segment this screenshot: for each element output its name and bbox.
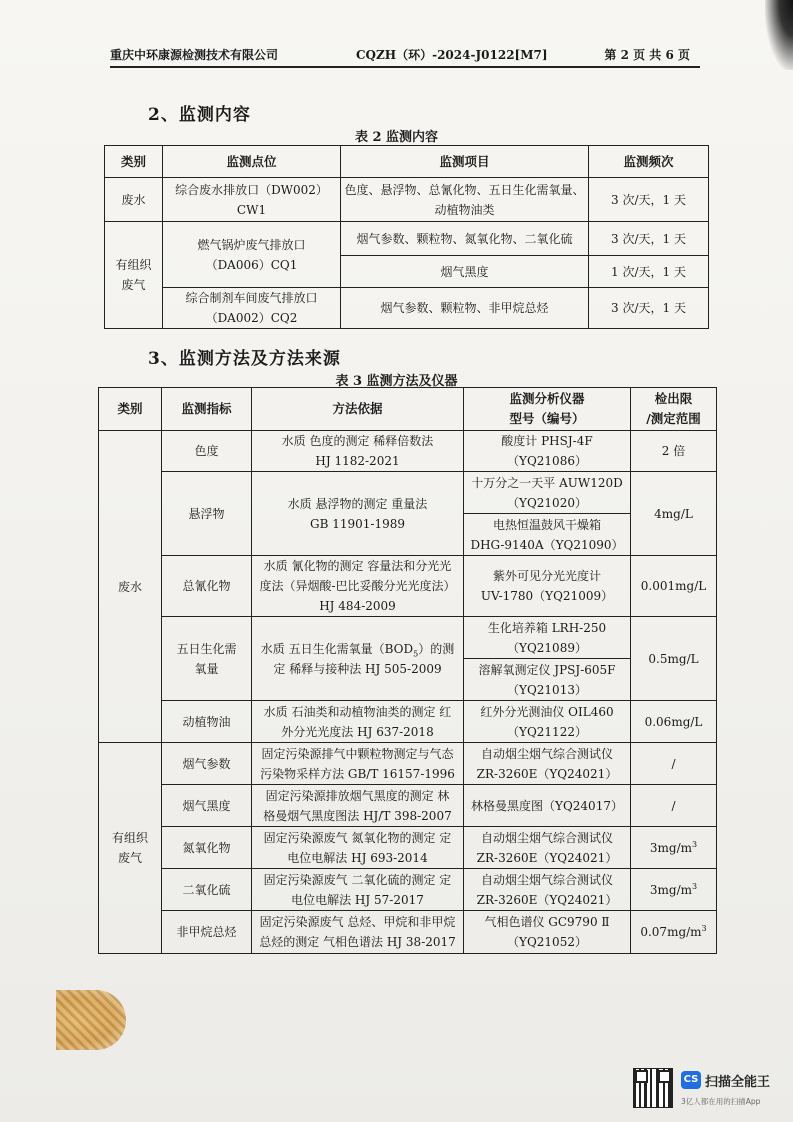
instrument-cell — [464, 743, 631, 785]
qr-code-icon — [634, 1069, 672, 1107]
cell-line: 色度、悬浮物、总氰化物、五日生化需氧量、 — [344, 182, 585, 197]
table-2-caption: 表 2 监测内容 — [354, 130, 439, 145]
superscript: 3 — [692, 839, 698, 849]
cell-line: （YQ21122） — [507, 724, 587, 739]
table-row — [99, 701, 717, 743]
cell-line: （DA006）CQ1 — [205, 257, 298, 272]
scanner-app-tagline: 3亿人都在用的扫描App — [681, 1097, 761, 1106]
cell-line: 红外分光测油仪 OIL460 — [480, 704, 614, 719]
header-page-number: 第 2 页 共 6 页 — [604, 48, 690, 62]
method-cell — [252, 472, 464, 556]
cell-line: 自动烟尘烟气综合测试仪 — [480, 746, 613, 761]
table-row — [105, 222, 709, 256]
instrument-cell — [464, 659, 631, 701]
instrument-cell: 林格曼黑度图（YQ24017） — [464, 785, 631, 827]
cell-line: 定 稀释与接种法 HJ 505-2009 — [273, 661, 442, 676]
cell-line: UV-1780（YQ21009） — [480, 589, 614, 603]
limit-cell — [631, 911, 717, 954]
cell-line: 自动烟尘烟气综合测试仪 — [480, 872, 613, 887]
method-cell — [252, 701, 464, 743]
category-cell: 废水 — [105, 178, 163, 222]
section-2-title: 2、监测内容 — [148, 105, 251, 125]
indicator-cell — [162, 617, 252, 701]
cell-line: （YQ21013） — [507, 682, 587, 697]
table-row — [99, 431, 717, 472]
cell-line: ZR-3260E（YQ24021） — [476, 892, 618, 907]
table-row — [99, 743, 717, 785]
monitoring-items-cell: 烟气参数、颗粒物、氮氧化物、二氧化硫 — [341, 222, 589, 256]
frequency-cell: 3 次/天，1 天 — [589, 288, 709, 329]
cell-line: 综合废水排放口（DW002） — [175, 182, 328, 197]
table-row — [105, 288, 709, 329]
method-cell — [252, 431, 464, 472]
category-cell — [105, 222, 163, 329]
cell-line: 溶解氧测定仪 JPSJ-605F — [478, 662, 616, 677]
cell-line: 综合制剂车间废气排放口 — [185, 291, 318, 305]
cell-line: 外分光光度法 HJ 637-2018 — [281, 724, 434, 739]
table-row — [99, 785, 717, 827]
cell-line: 五日生化需 — [176, 641, 237, 656]
col-header-category: 类别 — [105, 146, 163, 178]
cell-line: 固定污染源废气 氮氧化物的测定 定 — [263, 830, 452, 845]
method-cell — [252, 827, 464, 869]
limit-cell: 0.06mg/L — [631, 701, 717, 743]
cell-line: 燃气锅炉废气排放口 — [197, 237, 306, 252]
cell-line: 酸度计 PHSJ-4F — [501, 434, 593, 448]
frequency-cell: 3 次/天，1 天 — [589, 178, 709, 222]
cell-line: 紫外可见分光光度计 — [492, 569, 601, 583]
table-2-monitoring-content — [104, 145, 709, 329]
indicator-cell: 动植物油 — [162, 701, 252, 743]
cell-line: DHG-9140A（YQ21090） — [470, 537, 624, 552]
cell-line: 固定污染源废气 总烃、甲烷和非甲烷 — [259, 915, 456, 929]
instrument-cell — [464, 431, 631, 472]
col-header-point: 监测点位 — [163, 146, 341, 178]
cell-line: 总烃的测定 气相色谱法 HJ 38-2017 — [259, 935, 456, 949]
camscanner-logo-icon: CS — [681, 1071, 701, 1089]
indicator-cell: 二氧化硫 — [162, 869, 252, 911]
method-text: 水质 五日生化需氧量（BOD — [260, 641, 414, 656]
indicator-cell: 烟气参数 — [162, 743, 252, 785]
cell-line: 固定污染源排气中颗粒物测定与气态 — [261, 746, 454, 761]
table-row — [99, 617, 717, 659]
col-header-limit — [631, 388, 717, 431]
table-row — [99, 911, 717, 954]
instrument-cell — [464, 514, 631, 556]
method-cell — [252, 869, 464, 911]
col-header-indicator: 监测指标 — [162, 388, 252, 431]
frequency-cell: 1 次/天，1 天 — [589, 256, 709, 288]
limit-cell: 0.5mg/L — [631, 617, 717, 701]
table-row — [99, 472, 717, 514]
cell-line — [255, 639, 460, 659]
monitoring-point-cell — [163, 288, 341, 329]
cell-line: 废气 — [117, 851, 142, 865]
monitoring-items-cell: 烟气参数、颗粒物、非甲烷总烃 — [341, 288, 589, 329]
indicator-cell: 氮氧化物 — [162, 827, 252, 869]
cell-line: 水质 氰化物的测定 容量法和分光光 — [263, 559, 452, 573]
cell-line: （YQ21089） — [507, 640, 587, 655]
frequency-cell: 3 次/天，1 天 — [589, 222, 709, 256]
page-header — [110, 44, 700, 68]
cell-line: 固定污染源排放烟气黑度的测定 林 — [265, 788, 450, 803]
instrument-cell — [464, 869, 631, 911]
table-3-caption: 表 3 监测方法及仪器 — [335, 374, 458, 389]
limit-cell — [631, 869, 717, 911]
monitoring-point-cell — [163, 178, 341, 222]
table-row — [99, 827, 717, 869]
cell-line: 水质 石油类和动植物油类的测定 红 — [263, 704, 452, 719]
table-2-header-row — [105, 146, 709, 178]
indicator-cell: 总氰化物 — [162, 556, 252, 617]
cell-line: 度法（异烟酸-巴比妥酸分光光度法） — [259, 579, 456, 593]
table-row — [99, 556, 717, 617]
monitoring-point-cell — [163, 222, 341, 288]
cell-line: 监测分析仪器 — [509, 391, 585, 406]
instrument-cell — [464, 827, 631, 869]
limit-cell — [631, 827, 717, 869]
cell-line: CW1 — [236, 202, 267, 217]
limit-value: 3mg/m — [649, 840, 693, 855]
col-header-frequency: 监测频次 — [589, 146, 709, 178]
cell-line: （YQ21020） — [507, 495, 587, 510]
limit-cell: 2 倍 — [631, 431, 717, 472]
header-company: 重庆中环康源检测技术有限公司 — [110, 48, 279, 62]
limit-cell: 0.001mg/L — [631, 556, 717, 617]
category-cell: 废水 — [99, 431, 162, 743]
cell-line: 固定污染源废气 二氧化硫的测定 定 — [263, 872, 452, 887]
method-cell — [252, 617, 464, 701]
method-cell — [252, 743, 464, 785]
cell-line: /测定范围 — [646, 411, 701, 426]
col-header-category: 类别 — [99, 388, 162, 431]
cell-line: ZR-3260E（YQ24021） — [476, 766, 618, 781]
scanner-app-name: 扫描全能王 — [705, 1075, 771, 1090]
cell-line: 格曼烟气黑度图法 HJ/T 398-2007 — [263, 808, 452, 823]
cell-line: 水质 悬浮物的测定 重量法 — [287, 496, 428, 511]
cell-line: 有组织 — [115, 258, 152, 272]
col-header-method: 方法依据 — [252, 388, 464, 431]
instrument-cell — [464, 472, 631, 514]
cell-line: 电位电解法 HJ 693-2014 — [287, 850, 428, 865]
cell-line: 气相色谱仪 GC9790 Ⅱ — [484, 915, 610, 929]
cell-line: HJ 1182-2021 — [315, 454, 400, 468]
category-cell — [99, 743, 162, 954]
cell-line: 检出限 — [654, 391, 693, 406]
cell-line: （DA002）CQ2 — [205, 311, 298, 325]
col-header-instrument — [464, 388, 631, 431]
superscript: 3 — [701, 924, 707, 933]
instrument-cell — [464, 911, 631, 954]
cell-line: ZR-3260E（YQ24021） — [476, 850, 618, 865]
limit-cell: / — [631, 785, 717, 827]
cell-line: 电位电解法 HJ 57-2017 — [291, 892, 424, 907]
table-row — [99, 869, 717, 911]
cell-line: 污染物采样方法 GB/T 16157-1996 — [260, 766, 455, 781]
section-3-title: 3、监测方法及方法来源 — [148, 349, 341, 369]
cell-line: 电热恒温鼓风干燥箱 — [492, 517, 601, 532]
instrument-cell — [464, 617, 631, 659]
cell-line: 型号（编号） — [509, 411, 585, 426]
instrument-cell — [464, 701, 631, 743]
method-cell — [252, 556, 464, 617]
limit-cell: 4mg/L — [631, 472, 717, 556]
cell-line: 自动烟尘烟气综合测试仪 — [480, 830, 613, 845]
cell-line: 氧量 — [194, 661, 219, 676]
monitoring-items-cell: 烟气黑度 — [341, 256, 589, 288]
indicator-cell: 色度 — [162, 431, 252, 472]
page-corner-shadow — [765, 0, 793, 70]
instrument-cell — [464, 556, 631, 617]
scanner-finger-shadow — [56, 990, 126, 1050]
cell-line: 水质 色度的测定 稀释倍数法 — [281, 434, 434, 448]
limit-value: 3mg/m — [649, 882, 693, 897]
monitoring-items-cell — [341, 178, 589, 222]
table-row — [105, 178, 709, 222]
cell-line: 生化培养箱 LRH-250 — [487, 620, 607, 635]
cell-line: 十万分之一天平 AUW120D — [471, 475, 623, 490]
subscript: 5 — [413, 648, 419, 658]
method-text: ）的测 — [418, 641, 455, 656]
limit-cell: / — [631, 743, 717, 785]
cell-line: 废气 — [121, 278, 146, 292]
table-3-header-row — [99, 388, 717, 431]
indicator-cell: 烟气黑度 — [162, 785, 252, 827]
cell-line: （YQ21086） — [507, 454, 587, 468]
cell-line: 动植物油类 — [434, 202, 495, 217]
col-header-items: 监测项目 — [341, 146, 589, 178]
cell-line: HJ 484-2009 — [319, 599, 396, 613]
cell-line: 有组织 — [111, 831, 148, 845]
header-report-code: CQZH（环）-2024-J0122[M7] — [356, 48, 548, 62]
indicator-cell: 非甲烷总烃 — [162, 911, 252, 954]
superscript: 3 — [692, 881, 698, 891]
table-3-methods-instruments — [98, 387, 717, 954]
method-cell — [252, 911, 464, 954]
cell-line: （YQ21052） — [507, 935, 587, 949]
indicator-cell: 悬浮物 — [162, 472, 252, 556]
cell-line: GB 11901-1989 — [310, 516, 405, 531]
method-cell — [252, 785, 464, 827]
limit-value: 0.07mg/m — [640, 925, 702, 939]
